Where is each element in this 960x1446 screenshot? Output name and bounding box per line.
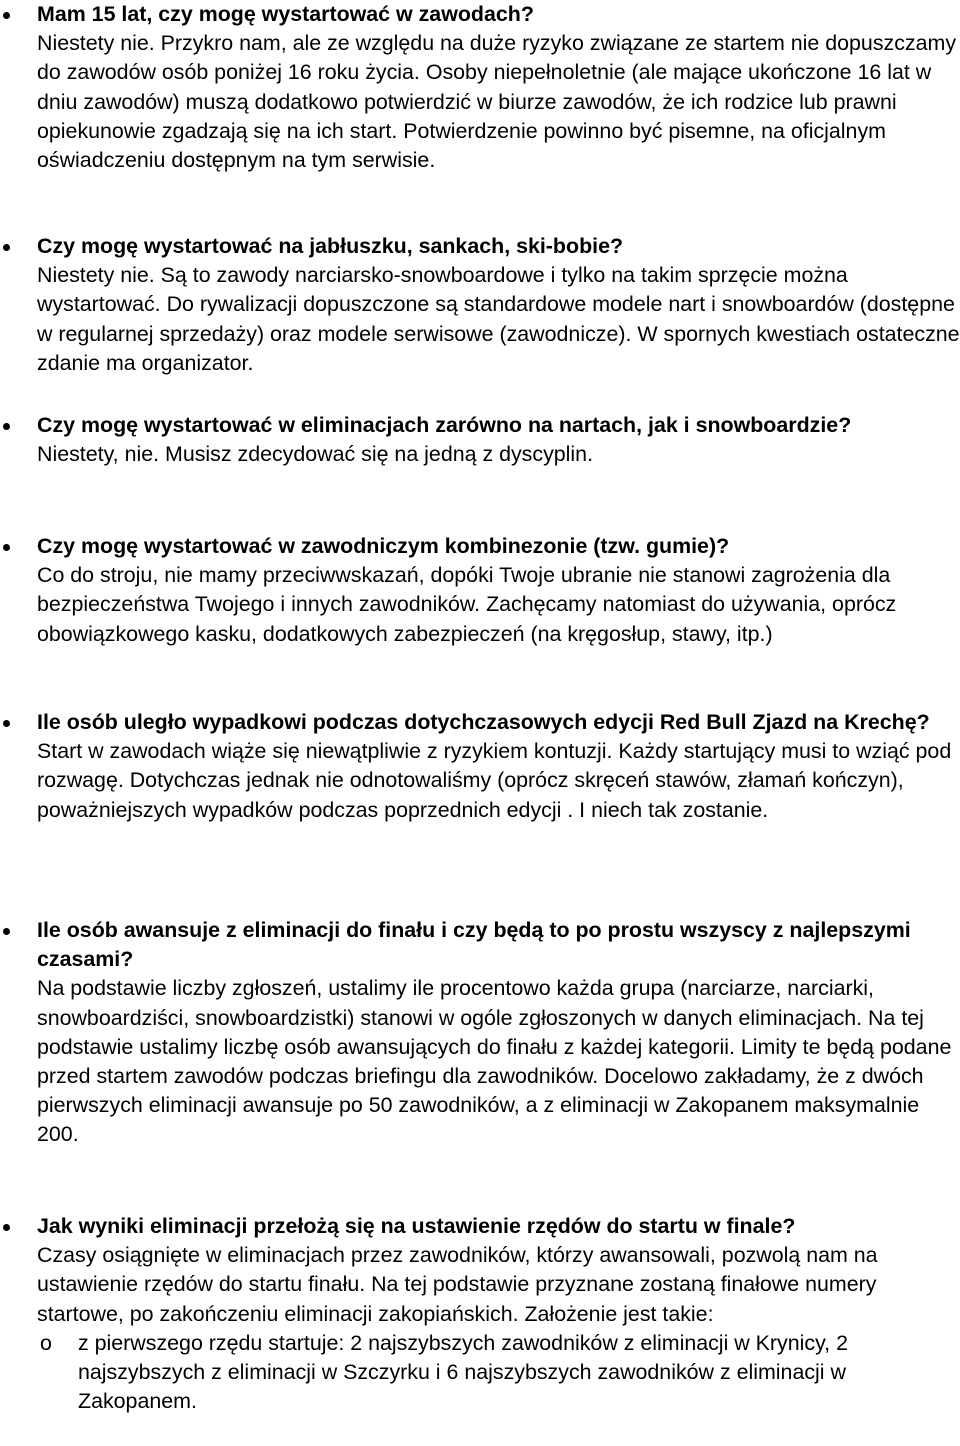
bullet-icon xyxy=(3,544,10,551)
bullet-icon xyxy=(3,423,10,430)
faq-question: Mam 15 lat, czy mogę wystartować w zawodach? xyxy=(37,2,534,26)
sub-list-item xyxy=(0,1329,960,1417)
faq-answer: Niestety nie. Są to zawody narciarsko-snowboardowe i tylko na takim sprzęcie można wystartować. Do rywalizacji dopuszczone są standardowe modele nart i snowboardów (dostępne w regularnej sprzedaży) oraz modele serwisowe (zawodnicze). W spornych kwestiach ostateczne zdanie ma organizator. xyxy=(37,263,960,375)
bullet-icon xyxy=(3,244,10,251)
faq-answer: Co do stroju, nie mamy przeciwwskazań, dopóki Twoje ubranie nie stanowi zagrożenia dla bezpieczeństwa Twojego i innych zawodników. Zachęcamy natomiast do używania, oprócz obowiązkowego kasku, dodatkowych zabezpieczeń (na kręgosłup, stawy, itp.) xyxy=(37,563,897,646)
bullet-icon xyxy=(3,1224,10,1231)
faq-answer: Na podstawie liczby zgłoszeń, ustalimy ile procentowo każda grupa (narciarze, narciarki, snowboardziści, snowboardzistki) stanowi w ogóle zgłoszonych w danych eliminacjach. Na tej podstawie ustalimy liczbę osób awansujących do finału z każdej kategorii. Limity te będą podane przed startem zawodów podczas briefingu dla zawodników. Docelowo zakładamy, że z dwóch pierwszych eliminacji awansuje po 50 zawodników, a z eliminacji w Zakopanem maksymalnie 200. xyxy=(37,976,952,1147)
faq-item xyxy=(0,532,960,649)
faq-answer: Czasy osiągnięte w eliminacjach przez zawodników, którzy awansowali, pozwolą nam na ustawienie rzędów do startu finału. Na tej podstawie przyznane zostaną finałowe numery startowe, po zakończeniu eliminacji zakopiańskich. Założenie jest takie: xyxy=(37,1243,878,1326)
bullet-icon xyxy=(3,12,10,19)
faq-question: Czy mogę wystartować w zawodniczym kombinezonie (tzw. gumie)? xyxy=(37,534,730,558)
faq-answer: Start w zawodach wiąże się niewątpliwie z ryzykiem kontuzji. Każdy startujący musi to wziąć pod rozwagę. Dotychczas jednak nie odnotowaliśmy (oprócz skręceń stawów, złamań kończyn), poważniejszych wypadków podczas poprzednich edycji . I niech tak zostanie. xyxy=(37,739,952,822)
faq-item xyxy=(0,0,960,175)
bullet-icon xyxy=(3,720,10,727)
sub-list xyxy=(0,1329,960,1417)
faq-item xyxy=(0,916,960,1150)
faq-question: Czy mogę wystartować na jabłuszku, sankach, ski-bobie? xyxy=(37,234,624,258)
faq-question: Czy mogę wystartować w eliminacjach zarówno na nartach, jak i snowboardzie? xyxy=(37,413,852,437)
faq-question: Ile osób awansuje z eliminacji do finału i czy będą to po prostu wszyscy z najlepszymi czasami? xyxy=(37,918,911,972)
bullet-icon xyxy=(3,928,10,935)
faq-item xyxy=(0,232,960,378)
faq-question: Jak wyniki eliminacji przełożą się na ustawienie rzędów do startu w finale? xyxy=(37,1214,796,1238)
circle-bullet-icon: o xyxy=(40,1330,52,1355)
faq-question: Ile osób uległo wypadkowi podczas dotychczasowych edycji Red Bull Zjazd na Krechę? xyxy=(37,710,930,734)
sub-list-item-text: z pierwszego rzędu startuje: 2 najszybszych zawodników z eliminacji w Krynicy, 2 najszybszych z eliminacji w Szczyrku i 6 najszybszych zawodników z eliminacji w Zakopanem. xyxy=(78,1330,848,1414)
faq-answer: Niestety, nie. Musisz zdecydować się na jedną z dyscyplin. xyxy=(37,442,594,467)
faq-item xyxy=(0,411,960,469)
faq-item xyxy=(0,708,960,825)
faq-answer: Niestety nie. Przykro nam, ale ze względu na duże ryzyko związane ze startem nie dopuszczamy do zawodów osób poniżej 16 roku życia. Osoby niepełnoletnie (ale mające ukończone 16 lat w dniu zawodów) muszą dodatkowo potwierdzić w biurze zawodów, że ich rodzice lub prawni opiekunowie zgadzają się na ich start. Potwierdzenie powinno być pisemne, na oficjalnym oświadczeniu dostępnym na tym serwisie. xyxy=(37,31,957,173)
faq-item xyxy=(0,1212,960,1416)
